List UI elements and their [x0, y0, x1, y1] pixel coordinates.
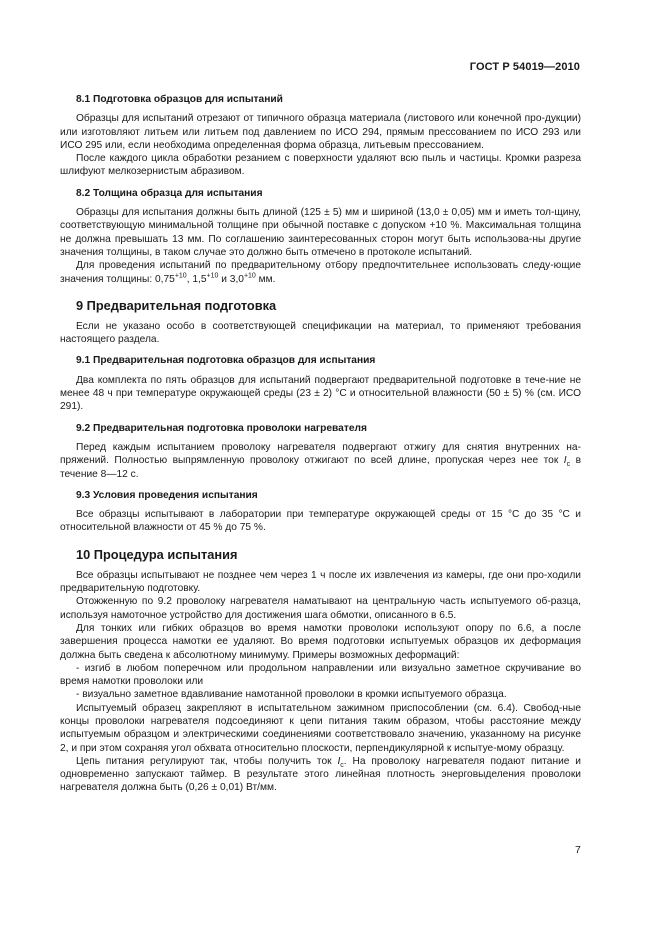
paragraph: Все образцы испытывают не позднее чем через 1 ч после их извлечения из камеры, где они про-ходили предварительную подготовку. — [60, 569, 581, 595]
current-symbol: I — [563, 455, 567, 467]
document-body — [60, 93, 581, 795]
section-9-3-heading: 9.3 Условия проведения испытания — [76, 489, 258, 501]
thickness-value: 1,5 — [192, 273, 207, 285]
paragraph: Перед каждым испытанием проволоку нагревателя подвергают отжигу для снятия внутренних на-пряжений. Полностью выпрямленную проволоку отжигают по всей длине, пропуская через нее ток $I_c$ в течение 8—12 с. — [60, 441, 581, 480]
list-item: - визуально заметное вдавливание намотанной проволоки в кромки испытуемого образца. — [76, 689, 507, 701]
page-number: 7 — [575, 844, 581, 856]
thickness-value: 0,75 — [155, 273, 175, 285]
section-9-2-heading: 9.2 Предварительная подготовка проволоки нагревателя — [76, 422, 367, 434]
section-8-2-heading: 8.2 Толщина образца для испытания — [76, 187, 263, 199]
paragraph: Для проведения испытаний по предварительному отбору предпочтительнее использовать следу-ющие значения толщины: $0,75^{+10}$, $1,5^{+10}$ и $3,0^{+10}$ мм. — [60, 260, 581, 285]
section-10-heading: 10 Процедура испытания — [76, 546, 238, 562]
paragraph: Для тонких или гибких образцов во время намотки проволоки используют опору по 6.6, а после завершения процесса намотки ее удаляют. Во время подготовки испытуемых образцов их деформация должна быть сведена к абсолютному минимуму. Примеры возможных деформаций: — [60, 622, 581, 661]
paragraph: После каждого цикла обработки резанием с поверхности удаляют всю пыль и частицы. Кромки разреза шлифуют мелкозернистым абразивом. — [60, 153, 581, 178]
tolerance-sup: +10 — [243, 272, 256, 280]
document-header: ГОСТ Р 54019—2010 — [469, 61, 580, 73]
paragraph: Если не указано особо в соответствующей спецификации на материал, то применяют требования настоящего раздела. — [60, 320, 581, 346]
paragraph: Образцы для испытания должны быть длиной (125 ± 5) мм и шириной (13,0 ± 0,05) мм и иметь тол-щину, соответствующую минимальной толщине при обычной поставке с допуском +10 %. Максимальная толщина не должна превышать 13 мм. По соглашению заинтересованных сторон могут быть использова-ны другие значения толщины, в таком случае это должно быть отмечено в протоколе испытаний. — [60, 207, 581, 258]
list-item: - изгиб в любом поперечном или продольном направлении или визуально заметное скручивание во время намотки проволоки или — [60, 662, 581, 688]
paragraph: Испытуемый образец закрепляют в испытательном зажимном приспособлении (см. 6.4). Свобод-ные концы проволоки нагревателя подсоединяют к цепи питания таким образом, чтобы расстояние между испытуемым образцом и электрическими соединениями соответствовало значению, указанному на рисунке 2, и при этом сохраняя угол обхвата относительно плоскости, перпендикулярной к испытуе-мому образцу. — [60, 702, 581, 754]
current-symbol: I — [337, 755, 341, 767]
tolerance-sup: +10 — [206, 272, 219, 280]
paragraph: Цепь питания регулируют так, чтобы получить ток $I_c$. На проволоку нагревателя подают питание и одновременно запускают таймер. В результате этого линейная плотность энерговыделения проволоки нагревателя должна быть (0,26 ± 0,01) Вт/мм. — [60, 755, 581, 794]
section-8-1-heading: 8.1 Подготовка образцов для испытаний — [76, 94, 283, 105]
paragraph: Все образцы испытывают в лаборатории при температуре окружающей среды от 15 °С до 35 °С и относительной влажности от 45 % до 75 %. — [60, 509, 581, 534]
paragraph: Два комплекта по пять образцов для испытаний подвергают предварительной подготовке в тече-ние не менее 48 ч при температуре окружающей среды (23 ± 2) °С и относительной влажности (50 ± 5) % (см. ИСО 291). — [60, 374, 581, 413]
paragraph: Отожженную по 9.2 проволоку нагревателя наматывают на центральную часть испытуемого об-разца, используя намоточное устройство для достижения шага обмотки, описанного в 6.5. — [60, 596, 581, 621]
section-9-1-heading: 9.1 Предварительная подготовка образцов для испытания — [76, 355, 376, 367]
paragraph: Образцы для испытаний отрезают от типичного образца материала (листового или конечной про-дукции) или изготовляют литьем или литьем под давлением по ИСО 294, прямым прессованием по ИСО 293 или ИСО 295 или, если необходима определенная форма образца, литьевым прессованием. — [60, 113, 581, 151]
section-9-heading: 9 Предварительная подготовка — [76, 297, 277, 313]
tolerance-sup: +10 — [174, 272, 187, 280]
thickness-value: 3,0 — [229, 273, 244, 285]
